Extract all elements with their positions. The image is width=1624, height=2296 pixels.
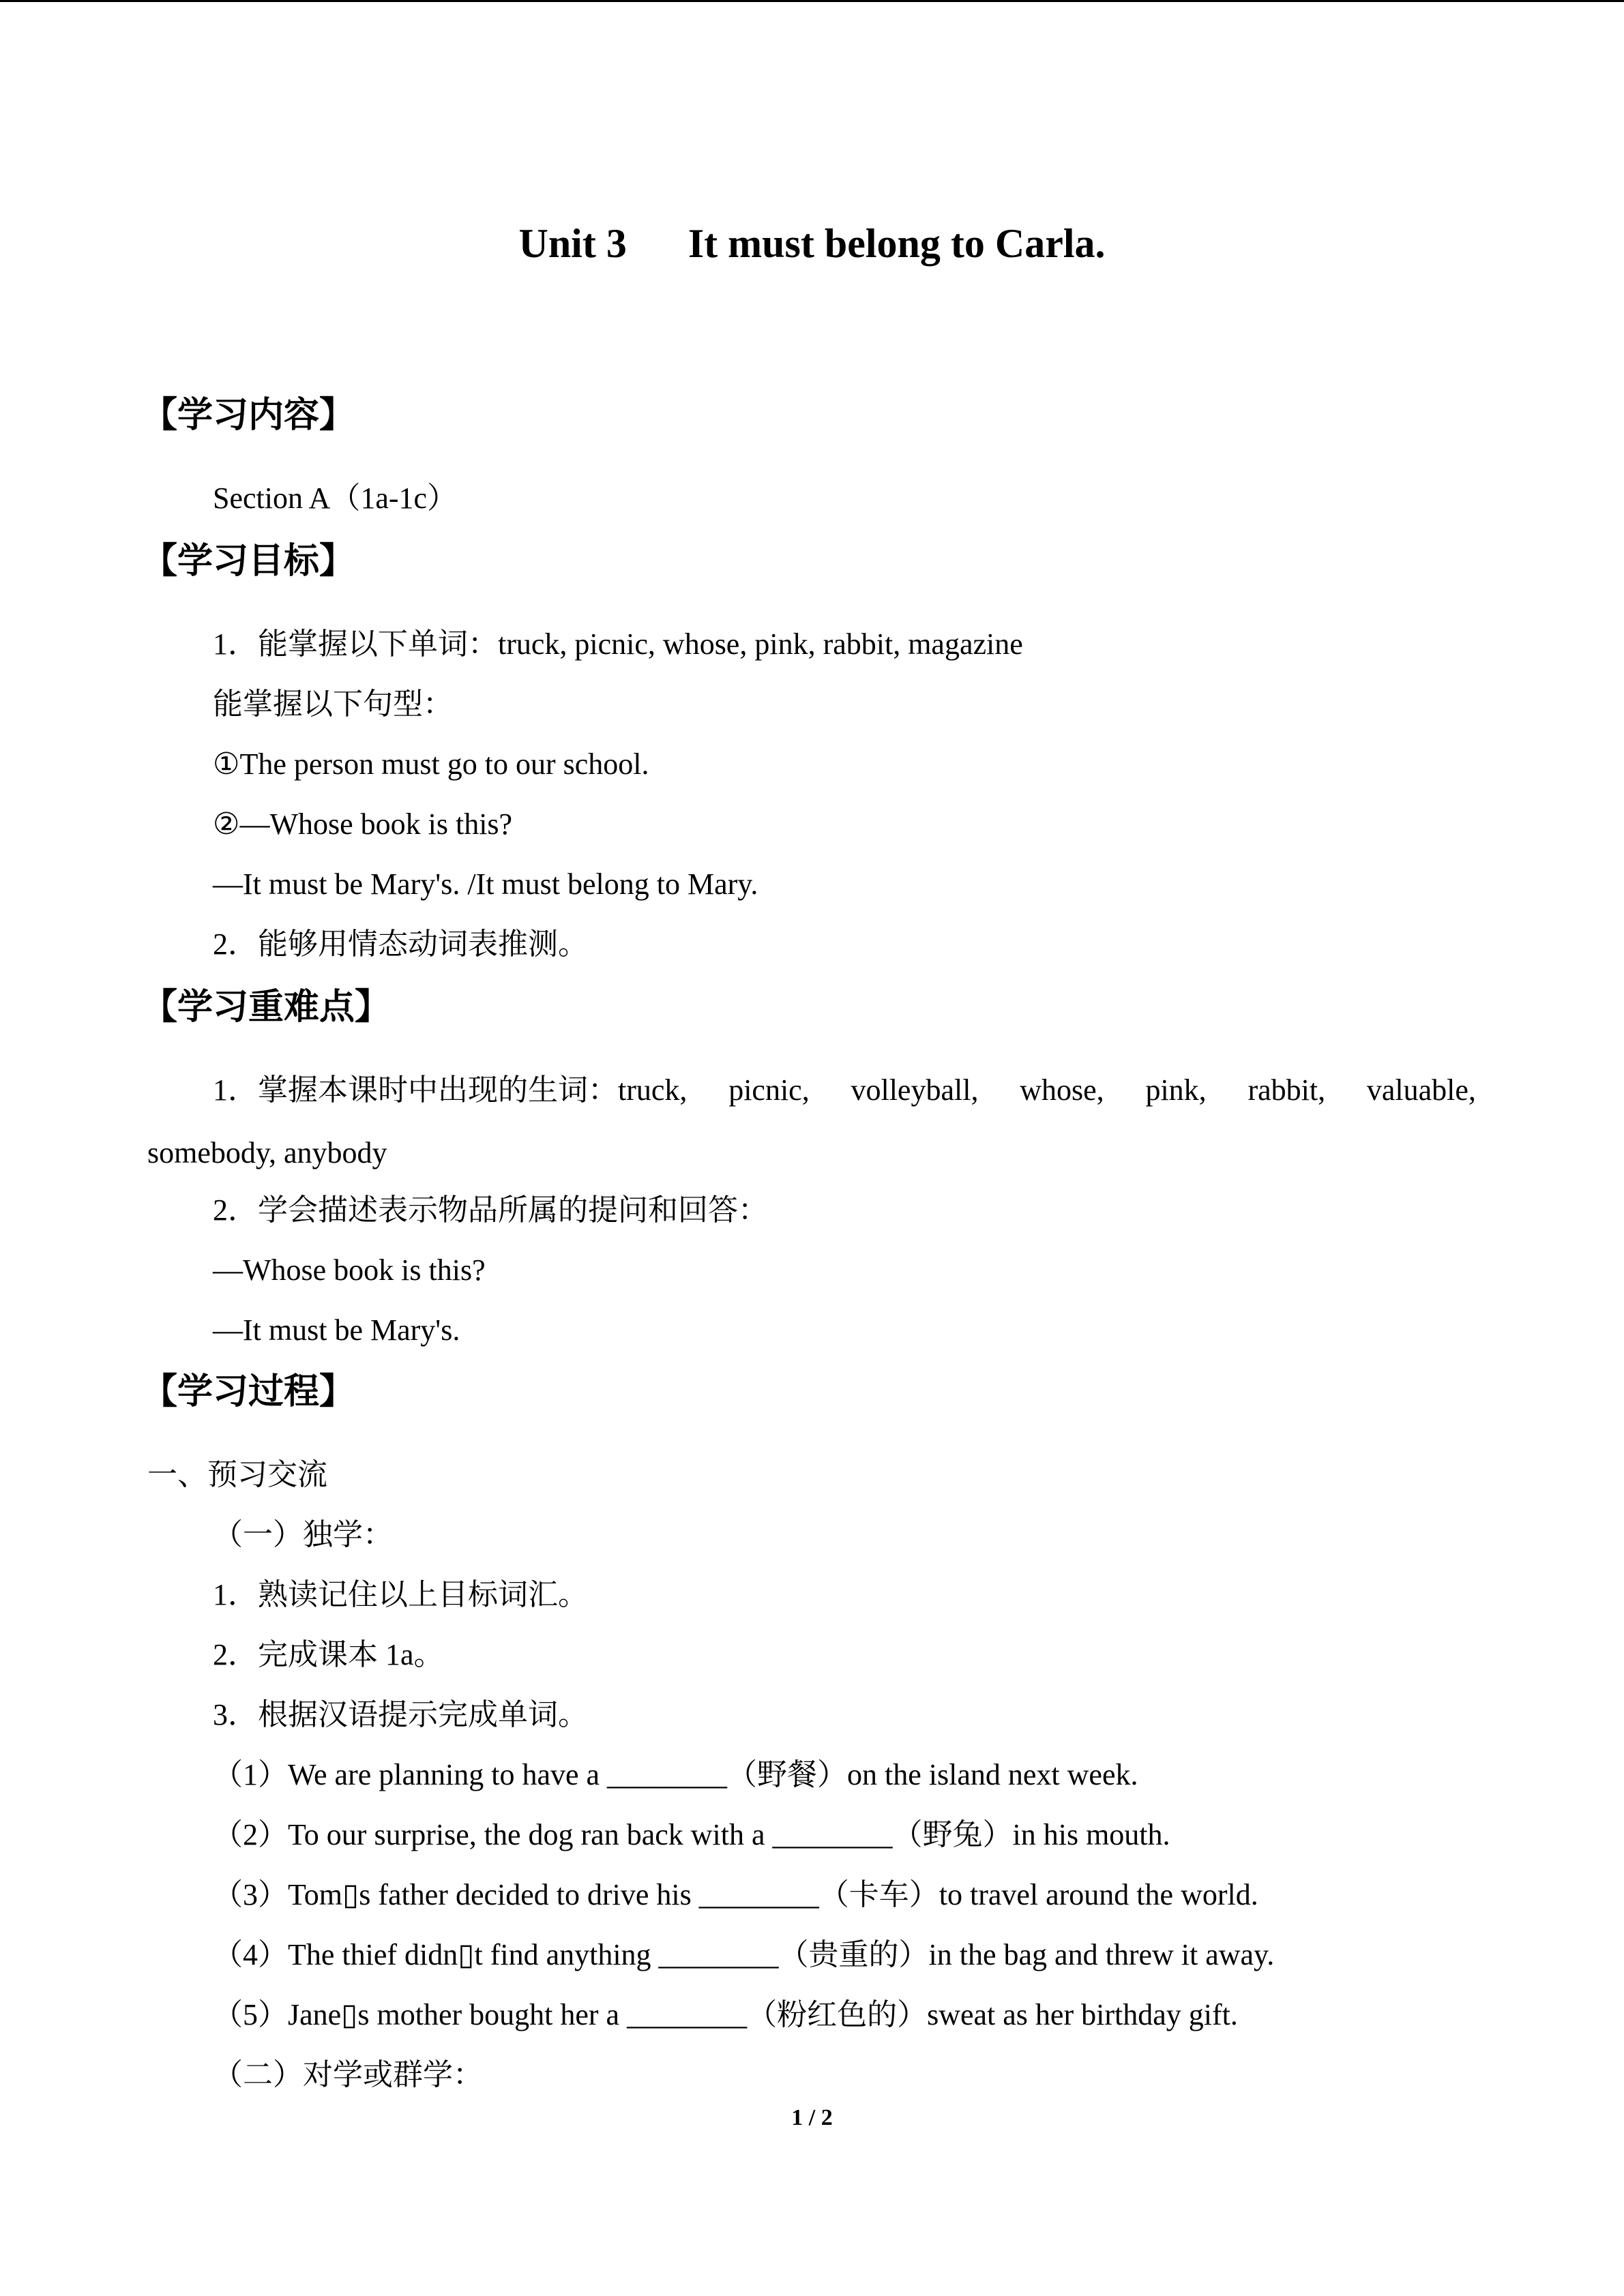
- exercise-item: （5）Jane▯s mother bought her a ________（粉红色的）sweat as her birthday gift.: [213, 1998, 1238, 2031]
- goal-pattern-1: ①The person must go to our school.: [213, 747, 649, 781]
- process-sub-2: （二）对学或群学：: [213, 2058, 483, 2091]
- process-step-2: 2．完成课本 1a。: [213, 1638, 444, 1671]
- process-step-1: 1．熟读记住以上目标词汇。: [213, 1578, 588, 1611]
- key-point-1-continued: somebody, anybody: [147, 1136, 387, 1169]
- key-point-word: rabbit,: [1247, 1073, 1326, 1107]
- exercise-item: （1）We are planning to have a ________（野餐）on the island next week.: [213, 1758, 1138, 1791]
- process-sub-1: （一）独学：: [213, 1518, 393, 1551]
- heading-content: 【学习内容】: [142, 395, 355, 436]
- key-point-word: whose,: [1020, 1073, 1104, 1107]
- goal-item-1: 1．能掌握以下单词：truck, picnic, whose, pink, rabbit, magazine: [213, 627, 1023, 661]
- key-point-1-line: [213, 1071, 1476, 1109]
- heading-key-points: 【学习重难点】: [142, 987, 391, 1028]
- heading-goals: 【学习目标】: [142, 541, 355, 582]
- goal-item-2: 2．能够用情态动词表推测。: [213, 927, 588, 961]
- key-point-word: volleyball,: [851, 1073, 979, 1107]
- key-point-word: pink,: [1145, 1073, 1207, 1107]
- exercise-item: （4）The thief didn▯t find anything ________（贵重的）in the bag and threw it away.: [213, 1938, 1275, 1971]
- exercise-item: （3）Tom▯s father decided to drive his ________（卡车）to travel around the world.: [213, 1878, 1258, 1911]
- key-point-word: valuable,: [1366, 1073, 1476, 1107]
- key-point-answer: —It must be Mary's.: [213, 1313, 460, 1347]
- page-number: 1 / 2: [791, 2105, 833, 2130]
- section-label: Section A（1a-1c）: [213, 481, 458, 515]
- goal-pattern-2: ②—Whose book is this?: [213, 807, 513, 841]
- key-point-word: picnic,: [728, 1073, 810, 1107]
- key-point-question: —Whose book is this?: [213, 1253, 486, 1287]
- key-point-word: 1．掌握本课时中出现的生词：truck,: [213, 1073, 688, 1107]
- heading-process: 【学习过程】: [142, 1371, 355, 1412]
- goal-patterns-intro: 能掌握以下句型：: [213, 687, 453, 721]
- exercise-item: （2）To our surprise, the dog ran back with a ________（野兔）in his mouth.: [213, 1818, 1170, 1851]
- key-point-2: 2．学会描述表示物品所属的提问和回答：: [213, 1193, 768, 1227]
- goal-pattern-2-answer: —It must be Mary's. /It must belong to Mary.: [213, 867, 758, 901]
- page-title: Unit 3 It must belong to Carla.: [518, 221, 1106, 266]
- process-part-1: 一、预习交流: [147, 1458, 327, 1491]
- process-step-3: 3．根据汉语提示完成单词。: [213, 1698, 588, 1731]
